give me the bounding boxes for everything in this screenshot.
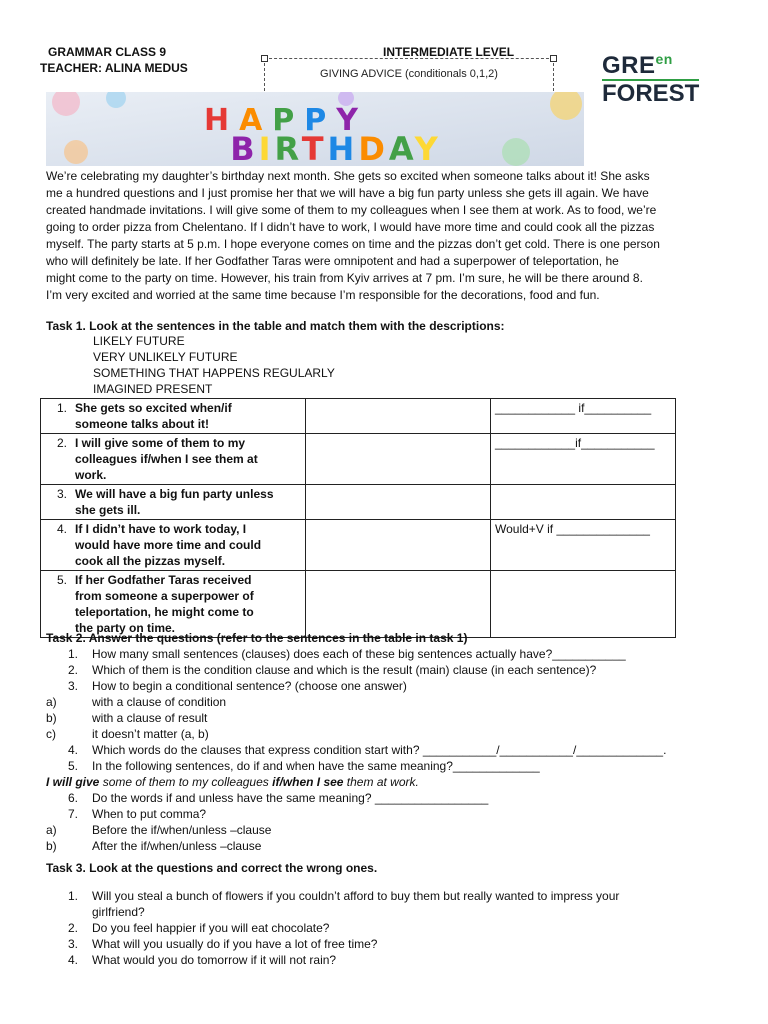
description-item: LIKELY FUTURE bbox=[93, 334, 185, 348]
question-number: 1. bbox=[67, 889, 78, 903]
description-answer-cell[interactable] bbox=[306, 485, 491, 520]
question-number: 4. bbox=[67, 743, 78, 757]
sentence-cell bbox=[41, 399, 306, 434]
question-number: 3. bbox=[67, 679, 78, 693]
table-row bbox=[41, 399, 676, 434]
question-item bbox=[46, 888, 746, 904]
question-number: 6. bbox=[67, 791, 78, 805]
option-item bbox=[46, 726, 746, 742]
story-line: who will definitely be late. If her Godfather Taras were omnipotent and had a superpower of teleportation, he bbox=[46, 254, 619, 268]
question-text: Do the words if and unless have the same meaning? _________________ bbox=[92, 791, 489, 805]
question-item bbox=[46, 678, 746, 694]
topic-text: GIVING ADVICE (conditionals 0,1,2) bbox=[320, 68, 498, 80]
question-text: Which words do the clauses that express condition start with? ___________/___________/_____________. bbox=[92, 743, 667, 757]
row-number: 1. bbox=[56, 401, 67, 415]
option-item bbox=[46, 694, 746, 710]
description-item: VERY UNLIKELY FUTURE bbox=[93, 350, 238, 364]
example-text: them at work. bbox=[343, 775, 419, 789]
question-item bbox=[46, 936, 746, 952]
table-row bbox=[41, 520, 676, 571]
question-text: How to begin a conditional sentence? (choose one answer) bbox=[92, 679, 407, 693]
sentence-cell bbox=[41, 571, 306, 638]
logo-text-forest: FOREST bbox=[602, 80, 700, 107]
logo-text: GRE bbox=[602, 52, 656, 79]
story-line: I’m very excited and worried at the same time because I’m responsible for the decorations, food and fun. bbox=[46, 288, 600, 302]
sentence-line: She gets so excited when/if bbox=[75, 401, 232, 415]
green-forest-logo bbox=[602, 46, 700, 108]
table-row bbox=[41, 434, 676, 485]
sentence-line: teleportation, he might come to bbox=[75, 605, 254, 619]
description-list bbox=[93, 333, 335, 397]
table-row bbox=[41, 571, 676, 638]
formula-cell bbox=[491, 520, 676, 571]
story-line: me a hundred questions and I just promise her that we will have a big fun party unless she gets ill again. We have bbox=[46, 186, 649, 200]
question-text: When to put comma? bbox=[92, 807, 207, 821]
class-label: GRAMMAR CLASS 9 bbox=[48, 45, 167, 59]
row-number: 2. bbox=[56, 436, 67, 450]
level-label: INTERMEDIATE LEVEL bbox=[383, 45, 515, 59]
option-letter: c) bbox=[46, 727, 56, 741]
option-text: After the if/when/unless –clause bbox=[92, 839, 262, 853]
question-continuation: girlfriend? bbox=[92, 905, 145, 919]
task1-title: Task 1. Look at the sentences in the table and match them with the descriptions: bbox=[46, 319, 505, 333]
example-bold: if/when I see bbox=[272, 775, 344, 789]
question-item bbox=[46, 806, 746, 822]
sentence-cell bbox=[41, 434, 306, 485]
resize-handle bbox=[261, 55, 268, 62]
option-letter: a) bbox=[46, 695, 57, 709]
question-number: 5. bbox=[67, 759, 78, 773]
sentence-line: would have more time and could bbox=[75, 538, 262, 552]
option-text: with a clause of condition bbox=[92, 695, 227, 709]
question-item bbox=[46, 758, 746, 774]
description-answer-cell[interactable] bbox=[306, 571, 491, 638]
story-line: might come to the party on time. However, his train from Kyiv arrives at 7 pm. I’m sure, he will be there around 8. bbox=[46, 271, 643, 285]
option-letter: b) bbox=[46, 839, 57, 853]
question-text: Which of them is the condition clause and which is the result (main) clause (in each sentence)? bbox=[92, 663, 597, 677]
question-item bbox=[46, 662, 746, 678]
question-text: Will you steal a bunch of flowers if you couldn’t afford to buy them but really wanted to impress your bbox=[92, 889, 620, 903]
question-number: 4. bbox=[67, 953, 78, 967]
question-text: How many small sentences (clauses) does each of these big sentences actually have?___________ bbox=[92, 647, 626, 661]
description-answer-cell[interactable] bbox=[306, 520, 491, 571]
sentence-line: colleagues if/when I see them at bbox=[75, 452, 258, 466]
formula-text: ____________if___________ bbox=[495, 436, 655, 450]
birthday-banner-image bbox=[46, 92, 584, 166]
task2-section bbox=[46, 630, 746, 854]
logo-text-en: en bbox=[655, 51, 673, 67]
example-bold: I will give bbox=[46, 775, 100, 789]
sentence-line: from someone a superpower of bbox=[75, 589, 254, 603]
svg-text:HAPPY: HAPPY bbox=[203, 103, 369, 138]
sentence-line: If her Godfather Taras received bbox=[75, 573, 252, 587]
question-number: 7. bbox=[67, 807, 78, 821]
sentence-line: cook all the pizzas myself. bbox=[75, 554, 226, 568]
story-line: created handmade invitations. I will give some of them to my colleagues when I see them at work. As to food, we’re bbox=[46, 203, 657, 217]
description-item: IMAGINED PRESENT bbox=[93, 382, 213, 396]
example-sentence bbox=[46, 774, 746, 790]
formula-cell bbox=[491, 485, 676, 520]
option-text: it doesn’t matter (a, b) bbox=[92, 727, 209, 741]
description-answer-cell[interactable] bbox=[306, 399, 491, 434]
row-number: 5. bbox=[56, 573, 67, 587]
question-text: In the following sentences, do if and when have the same meaning?_____________ bbox=[92, 759, 540, 773]
sentence-line: I will give some of them to my bbox=[75, 436, 246, 450]
sentence-line: someone talks about it! bbox=[75, 417, 210, 431]
question-number: 2. bbox=[67, 921, 78, 935]
question-number: 1. bbox=[67, 647, 78, 661]
resize-handle bbox=[550, 55, 557, 62]
formula-cell bbox=[491, 434, 676, 485]
example-text: some of them to my colleagues bbox=[99, 775, 273, 789]
svg-text:BIRTHDAY: BIRTHDAY bbox=[230, 130, 442, 166]
question-item bbox=[46, 742, 746, 758]
option-item bbox=[46, 838, 746, 854]
sentence-cell bbox=[41, 485, 306, 520]
sentence-line: the party on time. bbox=[75, 621, 176, 635]
question-text: What would you do tomorrow if it will not rain? bbox=[92, 953, 337, 967]
story-line: going to order pizza from Chelentano. If I didn’t have to work, I would have more time and could cook all the pizzas bbox=[46, 220, 655, 234]
question-text: What will you usually do if you have a lot of free time? bbox=[92, 937, 378, 951]
formula-text: Would+V if ______________ bbox=[495, 522, 650, 536]
task1-table bbox=[40, 398, 676, 638]
description-answer-cell[interactable] bbox=[306, 434, 491, 485]
sentence-line: she gets ill. bbox=[75, 503, 141, 517]
formula-text: ____________ if__________ bbox=[495, 401, 652, 415]
formula-cell bbox=[491, 571, 676, 638]
table-row bbox=[41, 485, 676, 520]
task3-section bbox=[46, 860, 746, 968]
question-number: 2. bbox=[67, 663, 78, 677]
story-line: We’re celebrating my daughter’s birthday next month. She gets so excited when someone talks about it! She asks bbox=[46, 169, 650, 183]
option-item bbox=[46, 710, 746, 726]
sentence-line: work. bbox=[75, 468, 107, 482]
formula-cell bbox=[491, 399, 676, 434]
option-text: with a clause of result bbox=[92, 711, 208, 725]
question-item bbox=[46, 920, 746, 936]
question-item bbox=[46, 790, 746, 806]
row-number: 3. bbox=[56, 487, 67, 501]
option-letter: a) bbox=[46, 823, 57, 837]
question-text: Do you feel happier if you will eat chocolate? bbox=[92, 921, 330, 935]
sentence-cell bbox=[41, 520, 306, 571]
task3-title: Task 3. Look at the questions and correct the wrong ones. bbox=[46, 861, 378, 875]
question-item bbox=[46, 646, 746, 662]
topic-box bbox=[264, 58, 554, 96]
story-paragraph bbox=[46, 168, 730, 304]
story-line: myself. The party starts at 5 p.m. I hope everyone comes on time and the pizzas don’t get cold. There is one person bbox=[46, 237, 660, 251]
question-number: 3. bbox=[67, 937, 78, 951]
sentence-line: We will have a big fun party unless bbox=[75, 487, 274, 501]
description-item: SOMETHING THAT HAPPENS REGULARLY bbox=[93, 366, 335, 380]
option-letter: b) bbox=[46, 711, 57, 725]
task2-title: Task 2. Answer the questions (refer to the sentences in the table in task 1) bbox=[46, 631, 468, 645]
question-item bbox=[46, 952, 746, 968]
sentence-line: If I didn’t have to work today, I bbox=[75, 522, 247, 536]
teacher-label: TEACHER: ALINA MEDUS bbox=[40, 61, 188, 75]
option-text: Before the if/when/unless –clause bbox=[92, 823, 272, 837]
row-number: 4. bbox=[56, 522, 67, 536]
option-item bbox=[46, 822, 746, 838]
